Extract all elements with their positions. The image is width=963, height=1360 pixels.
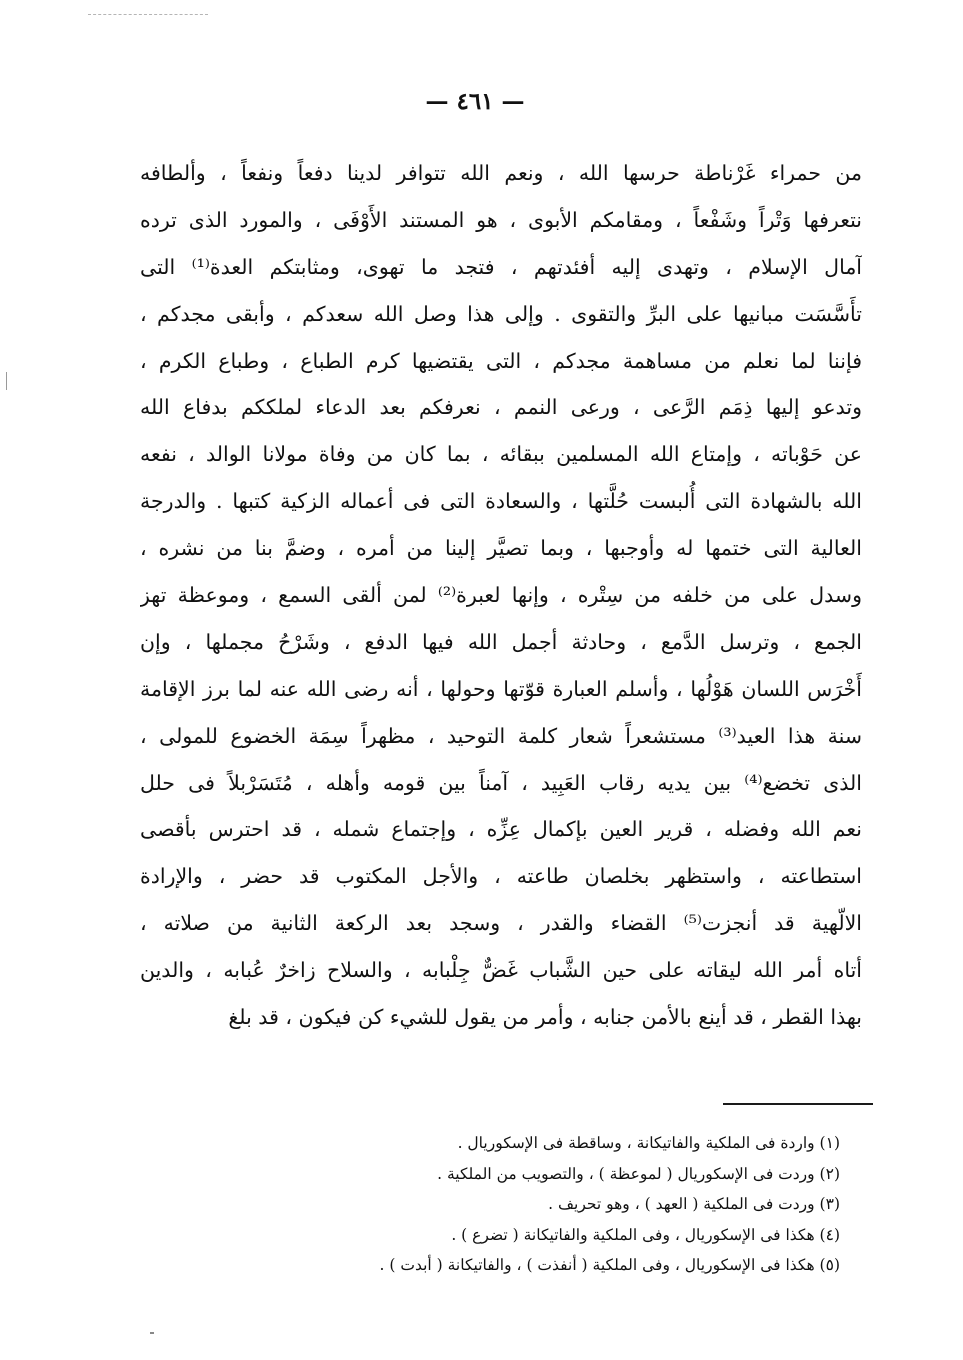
- footnote-item: (٣) وردت فى الملكية ( العهد ) ، وهو تحريف .: [548, 1195, 840, 1213]
- text-line: سنة هذا العيد⁽³⁾ مستشعراً شعار كلمة التوحيد ، مظهراً سِمَة الخضوع للمولى ،: [140, 723, 862, 748]
- text-line: نتعرفها وَتْراً وشَفْعاً ، ومقامكم الأبوى ، هو المستند الأَوْفَى ، والمورد الذى ترده: [140, 207, 862, 232]
- text-line: أَخْرَس اللسان هَوْلُها ، وأسلم العبارة قوّتها وحولها ، أنه رضى الله عنه لما برز الإقامة: [140, 676, 862, 701]
- footnote-item: (٤) هكذا فى الإسكوريال ، وفى الملكية والفاتيكانة ( تضرع ) .: [451, 1225, 840, 1244]
- text-line: بهذا القطر ، قد أينع بالأمن جنابه ، وأمر من يقول للشيء كن فيكون ، قد بلغ: [228, 1005, 862, 1030]
- text-line: أتاه أمر الله ليقاته على حين الشَّباب غَضٌّ جِلْبابه ، والسلاح زاخرٌ عُبابه ، والدين: [140, 958, 862, 983]
- text-line: الالّهية قد أنجزت⁽⁵⁾ القضاء والقدر ، وسجد بعد الركعة الثانية من صلاته ،: [140, 911, 862, 936]
- text-line: الله بالشهادة التى أُلبست حُلَّتها ، والسعادة التى فى أعماله الزكية كتبها . والدرجة: [140, 489, 862, 514]
- scan-artifact-top: [88, 14, 208, 17]
- text-line: استطاعته ، واستظهر بخلصان طاعته ، والأجل المكتوب قد حضر ، والإرادة: [140, 864, 862, 889]
- text-line: الجمع ، وترسل الدَّمع ، وحادثة أجمل الله فيها الدفع ، وشَرْحُ مجملها ، وإن: [140, 629, 862, 654]
- scan-artifact-left: [6, 372, 7, 390]
- text-line: وتدعو إليها ذِمَم الرَّعى ، ورعى النمم ، نعرفكم بعد الدعاء لملككم بدفاع الله: [140, 395, 862, 420]
- text-line: من حمراء غَرْناطة حرسها الله ، ونعم الله تتوافر لدينا دفعاً ونفعاً ، وألطافه: [140, 161, 862, 185]
- body-text: [140, 150, 862, 1041]
- footnote-item: (١) واردة فى الملكية والفاتيكانة ، وساقطة فى الإسكوريال .: [457, 1134, 840, 1152]
- scan-artifact-bottom: [150, 1332, 154, 1334]
- footnotes: [140, 1128, 840, 1281]
- text-line: عن حَوْباته ، وإمتاع الله المسلمين ببقائه ، بما كان من وفاة مولانا الوالد ، نفعه: [140, 442, 862, 467]
- footnote-item: (٥) هكذا فى الإسكوريال ، وفى الملكية ( أنفذت ) ، والفاتيكانة ( أبدت ) .: [379, 1256, 840, 1274]
- text-line: تأَسَّسَت مبانيها على البرِّ والتقوى . وإلى هذا وصل الله سعدكم ، وأبقى مجدكم ،: [140, 301, 862, 326]
- text-line: الذى تخضع⁽⁴⁾ بين يديه رقاب العَبِيد ، آمناً بين قومه وأهله ، مُتَسَرْبلاً فى حلل: [140, 770, 862, 795]
- text-line: وسدل على من خلفه من سِتْره ، وإنها لعبرة⁽²⁾ لمن ألقى السمع ، وموعظة تهز: [140, 583, 862, 608]
- text-line: العالية التى ختمها له وأوجبها ، وبما تصيَّر إلينا من أمره ، وضمَّ بنا من نشره ،: [140, 536, 862, 561]
- text-line: فإننا لما نعلم من مساهمة مجدكم ، التى يقتضيها كرم الطباع ، وطباع الكرم ،: [140, 348, 862, 373]
- footnote-item: (٢) وردت فى الإسكوريال ( لموعظة ) ، والتصويب من الملكية .: [437, 1164, 840, 1183]
- text-line: آمال الإسلام ، وتهدى إليه أفئدتهم ، فتجد ما تهوى، ومثابتكم العدة⁽¹⁾ التى: [140, 254, 862, 279]
- page-number: — ٤٦١ —: [425, 88, 525, 115]
- text-line: نعم الله وفضله ، قرير العين بإكمال عِزِّه ، وإجتماع شمله ، قد احترس بأقصى: [140, 817, 862, 842]
- footnote-separator: [723, 1103, 873, 1105]
